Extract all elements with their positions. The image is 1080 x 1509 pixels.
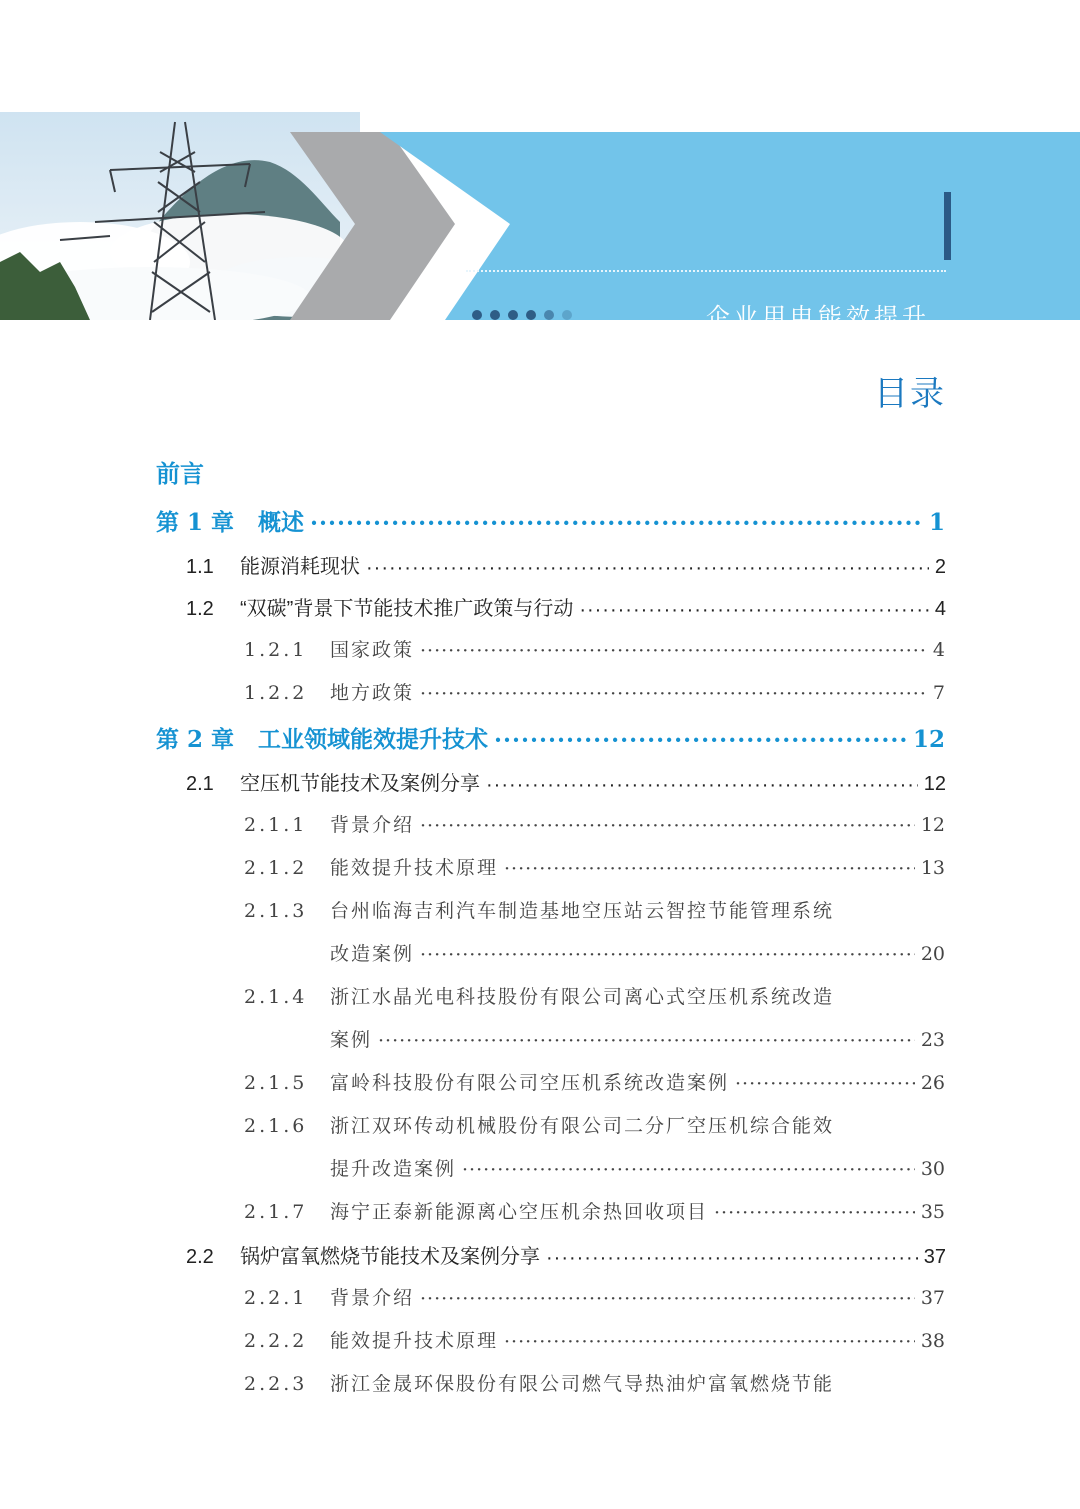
toc-page-number: 12 [912, 726, 945, 753]
toc-sub-2-1-6-cont[interactable] [330, 1154, 945, 1181]
toc-leader-dots [378, 1030, 915, 1047]
toc-page-number: 4 [934, 598, 946, 620]
toc-leader-dots [420, 640, 927, 657]
toc-title-text: 空压机节能技术及案例分享 [240, 773, 480, 795]
toc-leader-dots [462, 1159, 915, 1176]
toc-title: 目录 [874, 374, 946, 414]
book-title [706, 302, 930, 367]
toc-sub-2-1-1[interactable] [244, 810, 945, 837]
toc-leader-dots [546, 1247, 918, 1265]
toc-title-text: 能源消耗现状 [240, 556, 360, 578]
toc-leader-dots [420, 1288, 915, 1305]
book-title-line2: 案例精选 [809, 333, 930, 366]
book-title-line1: 企业用电能效提升 [706, 303, 930, 331]
toc-number: 1.2.2 [244, 682, 308, 704]
toc-chapter-1[interactable] [156, 504, 945, 537]
toc-leader-dots [486, 774, 918, 792]
toc-preface-label: 前言 [156, 459, 204, 488]
toc-title-text: 台州临海吉利汽车制造基地空压站云智控节能管理系统 [330, 900, 835, 922]
toc-sub-2-1-2[interactable] [244, 853, 945, 880]
toc-number: 2.1.1 [244, 814, 308, 836]
toc-title-text: 背景介绍 [330, 1287, 415, 1309]
header-banner [0, 112, 1080, 366]
banner-graphic [0, 112, 1080, 320]
toc-page-number: 20 [920, 943, 945, 965]
toc-preface[interactable] [156, 454, 204, 489]
toc-chapter-2[interactable] [156, 721, 945, 754]
toc-title-text: 案例 [330, 1029, 373, 1051]
toc-leader-dots [579, 599, 929, 617]
toc-number: 1.2 [186, 598, 214, 620]
toc-number: 2.1.5 [244, 1072, 308, 1094]
toc-page-number: 38 [920, 1330, 945, 1352]
banner-blue-panel [380, 132, 1080, 320]
toc-page-number: 37 [920, 1287, 945, 1309]
toc-title-text: 锅炉富氧燃烧节能技术及案例分享 [240, 1246, 540, 1268]
toc-title-text: 背景介绍 [330, 814, 415, 836]
toc-leader-dots [504, 858, 915, 875]
toc-number: 2.2.2 [244, 1330, 308, 1352]
toc-sub-2-2-3[interactable] [244, 1369, 945, 1396]
toc-page-number: 35 [920, 1201, 945, 1223]
toc-number: 2.1.3 [244, 900, 308, 922]
toc-sub-2-1-4-cont[interactable] [330, 1025, 945, 1052]
toc-leader-dots [366, 557, 929, 575]
toc-section-2-1[interactable] [186, 767, 946, 796]
banner-dotted-line [466, 270, 946, 272]
toc-title-text: “双碳”背景下节能技术推广政策与行动 [240, 598, 574, 620]
toc-title-text: 提升改造案例 [330, 1158, 457, 1180]
toc-leader-dots [420, 815, 915, 832]
toc-number: 2.1.4 [244, 986, 308, 1008]
toc-sub-2-2-2[interactable] [244, 1326, 945, 1353]
toc-number: 1.2.1 [244, 639, 308, 661]
toc-page-number: 4 [932, 639, 945, 661]
toc-title-text: 能效提升技术原理 [330, 1330, 499, 1352]
toc-section-1-2[interactable] [186, 592, 946, 621]
banner-accent-bar [944, 192, 951, 260]
toc-sub-2-1-7[interactable] [244, 1197, 945, 1224]
toc-title-text: 海宁正泰新能源离心空压机余热回收项目 [330, 1201, 709, 1223]
toc-number: 2.1.7 [244, 1201, 308, 1223]
toc-page-number: 1 [928, 509, 945, 536]
toc-title-text: 浙江金晟环保股份有限公司燃气导热油炉富氧燃烧节能 [330, 1373, 835, 1395]
toc-number: 2.2.1 [244, 1287, 308, 1309]
toc-section-2-2[interactable] [186, 1240, 946, 1269]
toc-number: 第 2 章 [156, 726, 235, 753]
toc-title-text: 改造案例 [330, 943, 415, 965]
toc-number: 2.1.2 [244, 857, 308, 879]
toc-page-number: 7 [932, 682, 945, 704]
toc-sub-2-1-4[interactable] [244, 982, 945, 1009]
toc-sub-2-1-3-cont[interactable] [330, 939, 945, 966]
toc-page-number: 37 [923, 1246, 946, 1268]
toc-page-number: 12 [920, 814, 945, 836]
toc-leader-dots [735, 1073, 915, 1090]
toc-page-number: 23 [920, 1029, 945, 1051]
toc-number: 2.2.3 [244, 1373, 308, 1395]
toc-title-text: 工业领域能效提升技术 [258, 726, 488, 753]
toc-title-text: 富岭科技股份有限公司空压机系统改造案例 [330, 1072, 730, 1094]
toc-page-number: 13 [920, 857, 945, 879]
toc-leader-dots [420, 944, 915, 961]
toc-number: 1.1 [186, 556, 214, 578]
toc-page-number: 2 [934, 556, 946, 578]
toc-leader-dots [494, 727, 907, 748]
toc-leader-dots [714, 1202, 915, 1219]
toc-number: 2.1 [186, 773, 214, 795]
toc-sub-2-1-5[interactable] [244, 1068, 945, 1095]
toc-title-text: 浙江双环传动机械股份有限公司二分厂空压机综合能效 [330, 1115, 835, 1137]
toc-title-text: 能效提升技术原理 [330, 857, 499, 879]
toc-sub-1-2-2[interactable] [244, 678, 945, 705]
toc-title-text: 地方政策 [330, 682, 415, 704]
toc-page-number: 26 [920, 1072, 945, 1094]
toc-sub-1-2-1[interactable] [244, 635, 945, 662]
toc-number: 第 1 章 [156, 509, 235, 536]
toc-section-1-1[interactable] [186, 550, 946, 579]
toc-page-number: 12 [923, 773, 946, 795]
toc-title-text: 概述 [258, 509, 304, 536]
toc-sub-2-2-1[interactable] [244, 1283, 945, 1310]
toc-title-text: 国家政策 [330, 639, 415, 661]
toc-sub-2-1-6[interactable] [244, 1111, 945, 1138]
toc-sub-2-1-3[interactable] [244, 896, 945, 923]
toc-title-text: 浙江水晶光电科技股份有限公司离心式空压机系统改造 [330, 986, 835, 1008]
toc-leader-dots [420, 683, 927, 700]
toc-number: 2.1.6 [244, 1115, 308, 1137]
toc-leader-dots [310, 510, 923, 531]
banner-dots [472, 310, 572, 320]
toc-leader-dots [504, 1331, 915, 1348]
toc-page-number: 30 [920, 1158, 945, 1180]
toc-number: 2.2 [186, 1246, 214, 1268]
